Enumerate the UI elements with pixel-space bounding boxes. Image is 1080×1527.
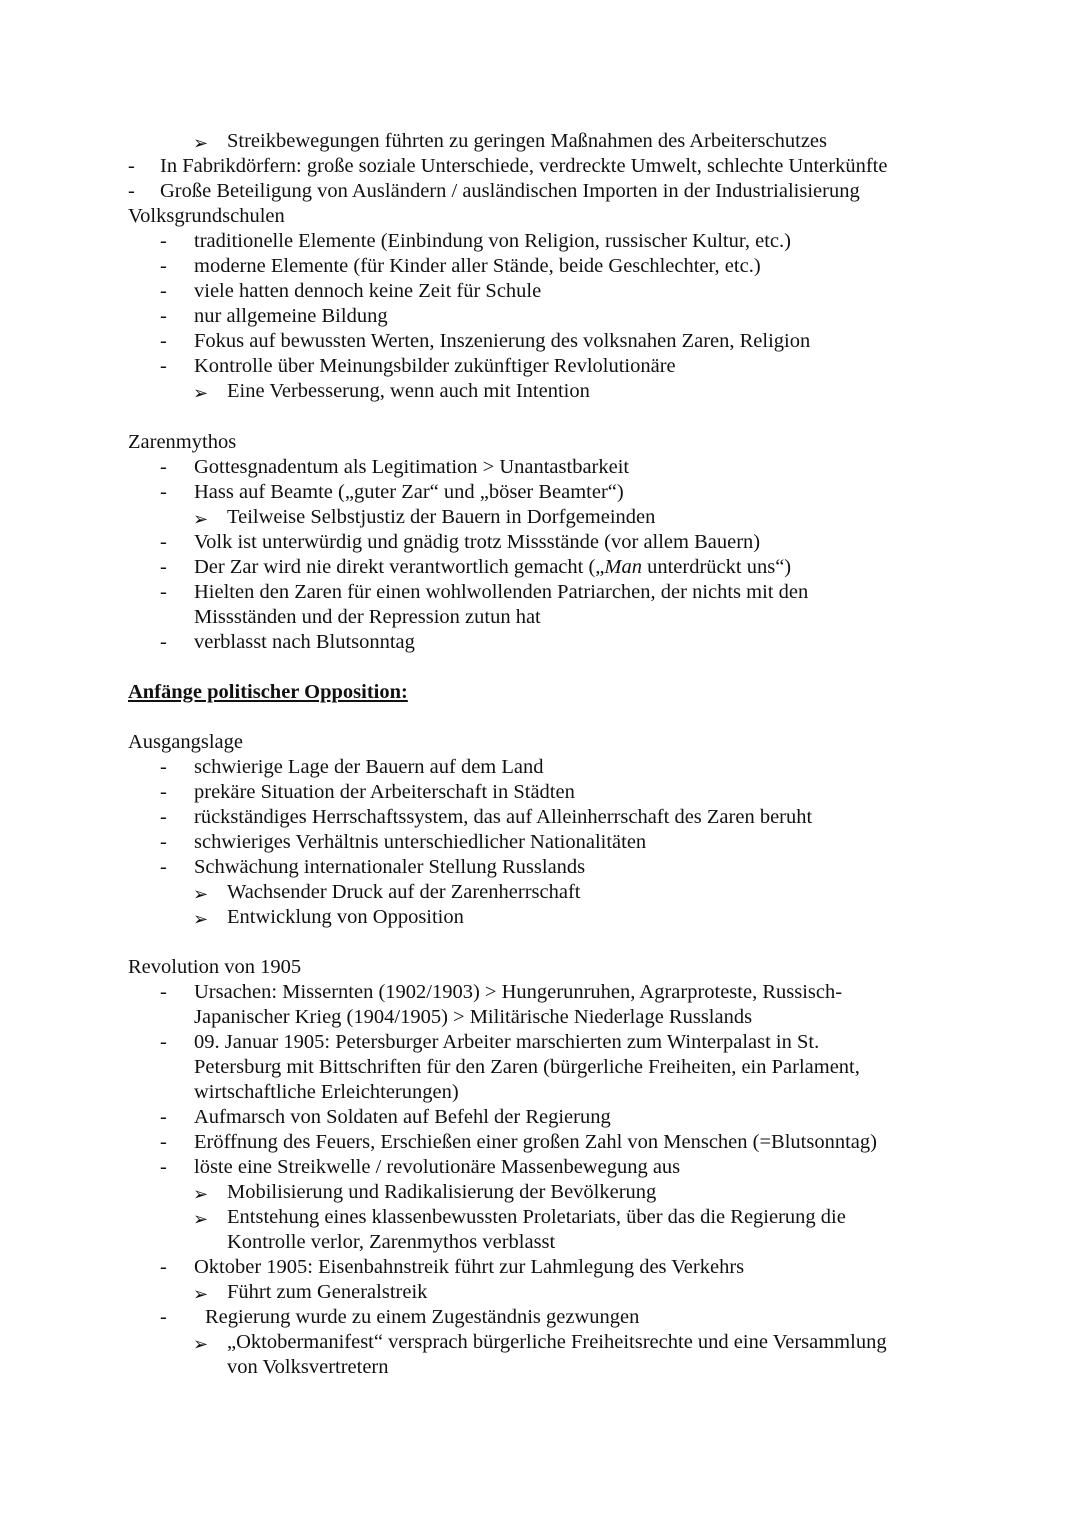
arrow-bullet-icon: ➢ [193, 383, 209, 403]
section-title-volksgrundschulen: Volksgrundschulen [128, 205, 285, 227]
list-item: Fokus auf bewussten Werten, Inszenierung des volksnahen Zaren, Religion [194, 330, 811, 352]
section-title-ausgangslage: Ausgangslage [128, 731, 244, 753]
dash-bullet: - [160, 305, 167, 327]
dash-bullet: - [160, 1156, 167, 1178]
list-item: 09. Januar 1905: Petersburger Arbeiter marschierten zum Winterpalast in St. [194, 1031, 820, 1053]
list-item: rückständiges Herrschaftssystem, das auf Alleinherrschaft des Zaren beruht [194, 806, 813, 828]
list-item-continuation: wirtschaftliche Erleichterungen) [194, 1081, 459, 1103]
arrow-bullet-icon: ➢ [193, 1334, 209, 1354]
list-item: viele hatten dennoch keine Zeit für Schule [194, 280, 542, 302]
dash-bullet: - [160, 355, 167, 377]
list-item: Oktober 1905: Eisenbahnstreik führt zur Lahmlegung des Verkehrs [194, 1256, 745, 1278]
list-item [194, 555, 791, 580]
arrow-item: Wachsender Druck auf der Zarenherrschaft [227, 881, 581, 903]
dash-bullet: - [160, 1306, 167, 1328]
text-run: Der Zar wird nie direkt verantwortlich gemacht („ [194, 556, 605, 578]
dash-bullet: - [160, 1106, 167, 1128]
dash-bullet: - [160, 230, 167, 252]
list-item-continuation: Petersburg mit Bittschriften für den Zaren (bürgerliche Freiheiten, ein Parlament, [194, 1056, 860, 1078]
list-item: Eröffnung des Feuers, Erschießen einer großen Zahl von Menschen (=Blutsonntag) [194, 1131, 877, 1153]
dash-bullet: - [160, 781, 167, 803]
section-heading: Anfänge politischer Opposition: [128, 681, 408, 703]
arrow-bullet-icon: ➢ [193, 909, 209, 929]
dash-bullet: - [128, 180, 135, 202]
dash-bullet: - [160, 531, 167, 553]
intro-point-1: In Fabrikdörfern: große soziale Unterschiede, verdreckte Umwelt, schlechte Unterkünfte [160, 155, 888, 177]
arrow-item-continuation: von Volksvertretern [227, 1356, 389, 1378]
arrow-item-continuation: Kontrolle verlor, Zarenmythos verblasst [227, 1231, 556, 1253]
list-item: verblasst nach Blutsonntag [194, 631, 415, 653]
list-item: nur allgemeine Bildung [194, 305, 388, 327]
dash-bullet: - [160, 1131, 167, 1153]
list-item: Schwächung internationaler Stellung Russlands [194, 856, 586, 878]
dash-bullet: - [160, 756, 167, 778]
arrow-item: Führt zum Generalstreik [227, 1281, 428, 1303]
arrow-bullet-icon: ➢ [193, 1284, 209, 1304]
list-item-continuation: Missständen und der Repression zutun hat [194, 606, 541, 628]
dash-bullet: - [160, 581, 167, 603]
dash-bullet: - [160, 1031, 167, 1053]
arrow-item: Teilweise Selbstjustiz der Bauern in Dorfgemeinden [227, 506, 656, 528]
arrow-bullet-icon: ➢ [193, 884, 209, 904]
list-item: Volk ist unterwürdig und gnädig trotz Missstände (vor allem Bauern) [194, 531, 761, 553]
intro-arrow-point: Streikbewegungen führten zu geringen Maßnahmen des Arbeiterschutzes [227, 130, 827, 152]
intro-point-2: Große Beteiligung von Ausländern / ausländischen Importen in der Industrialisierung [160, 180, 860, 202]
dash-bullet: - [160, 856, 167, 878]
dash-bullet: - [160, 280, 167, 302]
arrow-item: Entwicklung von Opposition [227, 906, 464, 928]
dash-bullet: - [160, 255, 167, 277]
dash-bullet: - [128, 155, 135, 177]
arrow-bullet-icon: ➢ [193, 133, 209, 153]
list-item: Aufmarsch von Soldaten auf Befehl der Regierung [194, 1106, 611, 1128]
arrow-bullet-icon: ➢ [193, 1184, 209, 1204]
list-item: schwierige Lage der Bauern auf dem Land [194, 756, 544, 778]
list-item: Ursachen: Missernten (1902/1903) > Hungerunruhen, Agrarproteste, Russisch- [194, 981, 843, 1003]
dash-bullet: - [160, 981, 167, 1003]
dash-bullet: - [160, 330, 167, 352]
list-item: Hielten den Zaren für einen wohlwollenden Patriarchen, der nichts mit den [194, 581, 809, 603]
list-item: Regierung wurde zu einem Zugeständnis gezwungen [205, 1306, 640, 1328]
list-item: Gottesgnadentum als Legitimation > Unantastbarkeit [194, 456, 630, 478]
dash-bullet: - [160, 1256, 167, 1278]
italic-text: Man [604, 556, 642, 578]
arrow-item: Entstehung eines klassenbewussten Proletariats, über das die Regierung die [227, 1206, 846, 1228]
arrow-item: „Oktobermanifest“ versprach bürgerliche Freiheitsrechte und eine Versammlung [227, 1331, 887, 1353]
arrow-item: Mobilisierung und Radikalisierung der Bevölkerung [227, 1181, 657, 1203]
dash-bullet: - [160, 481, 167, 503]
list-item: schwieriges Verhältnis unterschiedlicher Nationalitäten [194, 831, 647, 853]
section-title-zarenmythos: Zarenmythos [128, 431, 237, 453]
arrow-bullet-icon: ➢ [193, 1209, 209, 1229]
dash-bullet: - [160, 831, 167, 853]
list-item: Hass auf Beamte („guter Zar“ und „böser Beamter“) [194, 481, 624, 503]
text-run: unterdrückt uns“) [641, 556, 792, 578]
section-title-revolution: Revolution von 1905 [128, 956, 302, 978]
dash-bullet: - [160, 631, 167, 653]
dash-bullet: - [160, 456, 167, 478]
dash-bullet: - [160, 806, 167, 828]
list-item: löste eine Streikwelle / revolutionäre Massenbewegung aus [194, 1156, 681, 1178]
list-item: traditionelle Elemente (Einbindung von Religion, russischer Kultur, etc.) [194, 230, 791, 252]
list-item: Kontrolle über Meinungsbilder zukünftiger Revlolutionäre [194, 355, 676, 377]
arrow-item: Eine Verbesserung, wenn auch mit Intention [227, 380, 590, 402]
arrow-bullet-icon: ➢ [193, 509, 209, 529]
list-item: moderne Elemente (für Kinder aller Stände, beide Geschlechter, etc.) [194, 255, 761, 277]
dash-bullet: - [160, 556, 167, 578]
list-item-continuation: Japanischer Krieg (1904/1905) > Militärische Niederlage Russlands [194, 1006, 753, 1028]
list-item: prekäre Situation der Arbeiterschaft in Städten [194, 781, 575, 803]
